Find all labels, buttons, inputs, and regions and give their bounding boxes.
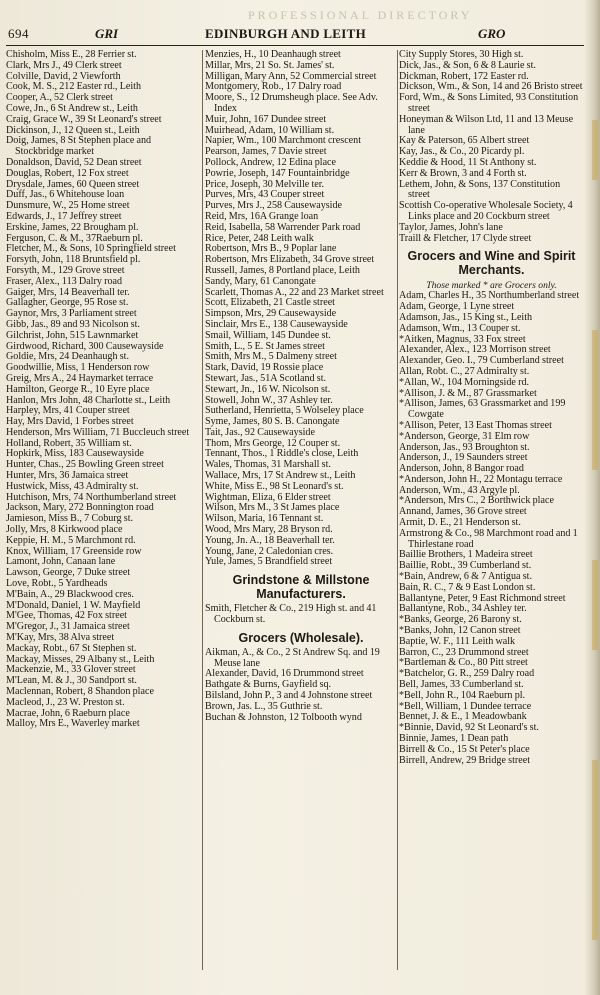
directory-entry: Powrie, Joseph, 147 Fountainbridge — [205, 167, 350, 179]
directory-entry: Baillie Brothers, 1 Madeira street — [399, 549, 533, 561]
directory-entry: Gaiger, Mrs, 14 Beaverhall ter. — [6, 286, 130, 298]
directory-entry: White, Miss E., 98 St Leonard's st. — [205, 480, 344, 492]
directory-entry: Tait, Jas., 92 Causewayside — [205, 426, 315, 438]
directory-entry: Doig, James, 8 St Stephen place and Stockbridge market — [6, 135, 152, 158]
directory-entry: Young, Jane, 2 Caledonian cres. — [205, 545, 334, 557]
directory-entry: Gaynor, Mrs, 3 Parliament street — [6, 308, 137, 320]
directory-entry: Stark, David, 19 Rossie place — [205, 362, 324, 374]
directory-entry: Girdwood, Richard, 300 Causewayside — [6, 340, 164, 352]
directory-entry: Anderson, Jas., 93 Broughton st. — [399, 441, 530, 453]
page-number: 694 — [8, 26, 29, 41]
directory-entry: Dickson, Wm., & Son, 14 and 26 Bristo street — [399, 81, 583, 93]
directory-entry: Duff, Jas., 6 Whitehouse loan — [6, 189, 125, 201]
directory-entry: Birrell, Andrew, 29 Bridge street — [399, 754, 531, 766]
directory-entry: Armstrong & Co., 98 Marchmont road and 1 Thirlestane road — [399, 527, 578, 550]
directory-entry: Pollock, Andrew, 12 Edina place — [205, 156, 337, 168]
directory-entry: Goodwillie, Miss, 1 Henderson row — [6, 362, 150, 374]
directory-entry: Alexander, Alex., 123 Morrison street — [399, 344, 551, 356]
directory-entry: Pearson, James, 7 Davie street — [205, 146, 327, 158]
directory-entry: Goldie, Mrs, 24 Deanhaugh st. — [6, 351, 129, 363]
directory-entry: Anderson, J., 19 Saunders street — [399, 452, 528, 464]
directory-entry: Gibb, Jas., 89 and 93 Nicolson st. — [6, 318, 140, 330]
directory-entry: Brown, Jas. L., 35 Guthrie st. — [205, 700, 323, 712]
directory-entry: Macrae, John, 6 Raeburn place — [6, 707, 130, 719]
directory-entry: Robertson, Mrs Elizabeth, 34 Grove street — [205, 254, 375, 266]
section-note: Those marked * are Grocers only. — [426, 280, 557, 292]
directory-entry: *Aitken, Magnus, 33 Fox street — [399, 333, 526, 345]
directory-entry: *Bain, Andrew, 6 & 7 Antigua st. — [399, 571, 532, 583]
directory-entry: Dunsmure, W., 25 Home street — [6, 200, 130, 212]
section-heading: Grocers (Wholesale). — [238, 630, 364, 645]
directory-entry: *Allison, J. & M., 87 Grassmarket — [399, 387, 537, 399]
directory-entry: Yule, James, 5 Brandfield street — [205, 556, 333, 568]
directory-entry: Greig, Mrs A., 24 Haymarket terrace — [6, 372, 154, 384]
directory-entry: Ford, Wm., & Sons Limited, 93 Constitution street — [399, 92, 579, 114]
directory-entry: Annand, James, 36 Grove street — [399, 506, 527, 518]
directory-entry: Bell, James, 33 Cumberland st. — [399, 679, 524, 691]
directory-entry: Wallace, Mrs, 17 St Andrew st., Leith — [205, 470, 356, 482]
directory-entry: Holland, Robert, 35 William st. — [6, 437, 132, 449]
directory-entry: Robertson, Mrs B., 9 Poplar lane — [205, 243, 337, 255]
directory-entry: M'Gee, Thomas, 42 Fox street — [6, 610, 127, 622]
directory-entry: Kay, Jas., & Co., 20 Picardy pl. — [399, 146, 525, 158]
directory-entry: Hay, Mrs David, 1 Forbes street — [6, 416, 134, 428]
directory-entry: Millar, Mrs, 21 So. St. James' st. — [205, 59, 335, 71]
directory-entry: Jolly, Mrs, 8 Kirkwood place — [6, 524, 123, 536]
directory-entry: Hunter, Chas., 25 Bowling Green street — [6, 459, 164, 471]
directory-entry: Malloy, Mrs E., Waverley market — [6, 718, 140, 730]
section-heading: Grocers and Wine and Spirit Merchants. — [407, 249, 576, 278]
directory-entry: Stewart, Jas., 51A Scotland st. — [205, 372, 327, 384]
directory-entry: Donaldson, David, 52 Dean street — [6, 156, 142, 168]
directory-entry: Colville, David, 2 Viewforth — [6, 70, 121, 82]
directory-entry: Cooper, A., 52 Clerk street — [6, 92, 113, 104]
directory-entry: Bain, R. C., 7 & 9 East London st. — [399, 581, 536, 593]
directory-entry: Adam, Charles H., 35 Northumberland street — [399, 290, 580, 302]
directory-entry: Rice, Peter, 248 Leith walk — [205, 232, 314, 244]
directory-entry: Barron, C., 23 Drummond street — [399, 646, 529, 658]
directory-entry: Cowe, Jn., 6 St Andrew st., Leith — [6, 102, 138, 114]
directory-entry: Jamieson, Miss B., 7 Coburg st. — [6, 513, 134, 525]
directory-entry: *Bartleman & Co., 80 Pitt street — [399, 657, 528, 669]
directory-entry: M'Donald, Daniel, 1 W. Mayfield — [6, 599, 141, 611]
directory-entry: Henderson, Mrs William, 71 Buccleuch street — [6, 426, 190, 438]
show-through-text: PROFESSIONAL DIRECTORY — [248, 8, 473, 22]
directory-entry: Mackay, Robt., 67 St Stephen st. — [6, 642, 137, 654]
directory-entry: Fraser, Alex., 113 Dalry road — [6, 275, 123, 287]
directory-entry: Muir, John, 167 Dundee street — [205, 113, 327, 125]
directory-entry: Montgomery, Rob., 17 Dalry road — [205, 81, 342, 93]
directory-entry: Erskine, James, 22 Brougham pl. — [6, 221, 139, 233]
directory-entry: Dick, Jas., & Son, 6 & 8 Laurie st. — [399, 59, 536, 71]
directory-entry: Hopkirk, Miss, 183 Causewayside — [6, 448, 144, 460]
directory-entry: *Bell, William, 1 Dundee terrace — [399, 700, 532, 712]
directory-entry: Aikman, A., & Co., 2 St Andrew Sq. and 19 Meuse lane — [205, 646, 380, 669]
directory-entry: Ballantyne, Rob., 34 Ashley ter. — [399, 603, 527, 615]
directory-entry: Mackenzie, M., 33 Glover street — [6, 664, 136, 676]
directory-entry: Bilsland, John P., 3 and 4 Johnstone street — [205, 690, 373, 702]
directory-entry: Russell, James, 8 Portland place, Leith — [205, 264, 360, 276]
directory-entry: Hustwick, Miss, 43 Admiralty st. — [6, 480, 139, 492]
directory-entry: Wilson, Mrs M., 3 St James place — [205, 502, 340, 514]
directory-entry: Baillie, Robt., 39 Cumberland st. — [399, 560, 532, 572]
directory-entry: Gallagher, George, 95 Rose st. — [6, 297, 129, 309]
directory-entry: *Allison, James, 63 Grassmarket and 199 Cowgate — [399, 398, 566, 421]
directory-entry: *Batchelor, G. R., 259 Dalry road — [399, 668, 535, 680]
directory-entry: Clark, Mrs J., 49 Clerk street — [6, 59, 122, 71]
directory-entry: Knox, William, 17 Greenside row — [6, 545, 142, 557]
page-header — [0, 0, 600, 46]
directory-entry: Kerr & Brown, 3 and 4 Forth st. — [399, 167, 527, 179]
directory-entry: *Anderson, Mrs C., 2 Borthwick place — [399, 495, 554, 507]
directory-entry: Reid, Isabella, 58 Warrender Park road — [205, 221, 361, 233]
directory-entry: *Banks, George, 26 Barony st. — [399, 614, 522, 626]
directory-entry: Reid, Mrs, 16A Grange loan — [205, 210, 319, 222]
directory-entry: Hamilton, George R., 10 Eyre place — [6, 383, 150, 395]
column-3 — [399, 50, 584, 766]
directory-entry: Keppie, H. M., 5 Marchmont rd. — [6, 534, 136, 546]
directory-entry: Macleod, J., 23 W. Preston st. — [6, 696, 125, 708]
directory-entry: M'Gregor, J., 31 Jamaica street — [6, 621, 130, 633]
directory-entry: Keddie & Hood, 11 St Anthony st. — [399, 156, 537, 168]
directory-entry: Purves, Mrs J., 258 Causewayside — [205, 200, 343, 212]
directory-entry: Milligan, Mary Ann, 52 Commercial street — [205, 70, 377, 82]
page-title: EDINBURGH AND LEITH — [205, 26, 367, 41]
directory-entry: Bathgate & Burns, Gayfield sq. — [205, 679, 332, 691]
directory-entry: Cook, M. S., 212 Easter rd., Leith — [6, 81, 142, 93]
column-2 — [205, 50, 397, 723]
directory-entry: Alexander, David, 16 Drummond street — [205, 668, 364, 680]
directory-entry: Lawson, George, 7 Duke street — [6, 567, 131, 579]
directory-entry: *Anderson, John H., 22 Montagu terrace — [399, 473, 563, 485]
directory-entry: Craig, Grace W., 39 St Leonard's street — [6, 113, 162, 125]
directory-entry: Hanlon, Mrs John, 48 Charlotte st., Leith — [6, 394, 171, 406]
directory-entry: Jackson, Mary, 272 Bonnington road — [6, 502, 154, 514]
directory-entry: Wood, Mrs Mary, 28 Bryson rd. — [205, 524, 333, 536]
directory-entry: Edwards, J., 17 Jeffrey street — [6, 210, 122, 222]
directory-entry: Adam, George, 1 Lyne street — [399, 301, 515, 313]
directory-entry: Armit, D. E., 21 Henderson st. — [399, 517, 521, 529]
right-catchword: GRO — [478, 26, 506, 41]
directory-entry: Sinclair, Mrs E., 138 Causewayside — [205, 318, 348, 330]
directory-entry: Sandy, Mary, 61 Canongate — [205, 275, 316, 287]
directory-entry: Lamont, John, Canaan lane — [6, 556, 116, 568]
left-catchword: GRI — [95, 26, 119, 41]
directory-entry: Forsyth, John, 118 Bruntsfield pl. — [6, 254, 141, 266]
directory-entry: Scott, Elizabeth, 21 Castle street — [205, 297, 335, 309]
directory-entry: Ballantyne, Peter, 9 East Richmond street — [399, 592, 566, 604]
directory-entry: Simpson, Mrs, 29 Causewayside — [205, 308, 337, 320]
directory-entry: Smith, L., 5 E. St James street — [205, 340, 325, 352]
directory-entry: Smail, William, 145 Dundee st. — [205, 329, 331, 341]
directory-entry: Lethem, John, & Sons, 137 Constitution street — [399, 178, 561, 201]
directory-entry: City Supply Stores, 30 High st. — [399, 50, 524, 60]
directory-entry: Scarlett, Thomas A., 22 and 23 Market street — [205, 286, 384, 298]
directory-entry: Buchan & Johnston, 12 Tolbooth wynd — [205, 711, 362, 723]
directory-entry: Honeyman & Wilson Ltd, 11 and 13 Meuse lane — [399, 113, 574, 136]
directory-entry: Taylor, James, John's lane — [399, 221, 503, 233]
directory-entry: Ferguson, C. & M., 37Raeburn pl. — [6, 232, 143, 244]
directory-entry: *Binnie, David, 92 St Leonard's st. — [399, 722, 539, 734]
directory-entry: Douglas, Robert, 12 Fox street — [6, 167, 129, 179]
page-edge-shading — [584, 0, 600, 995]
directory-entry: Love, Robt., 5 Yardheads — [6, 578, 108, 590]
directory-entry: Allan, Robt. C., 27 Admiralty st. — [399, 365, 530, 377]
directory-entry: Tennant, Thos., 1 Riddle's close, Leith — [205, 448, 359, 460]
directory-entry: Muirhead, Adam, 10 William st. — [205, 124, 335, 136]
directory-entry: Chisholm, Miss E., 28 Ferrier st. — [6, 50, 137, 60]
directory-entry: Adamson, Jas., 15 King st., Leith — [399, 311, 533, 323]
directory-entry: Maclennan, Robert, 8 Shandon place — [6, 686, 154, 698]
directory-entry: Price, Joseph, 30 Melville ter. — [205, 178, 325, 190]
directory-entry: Young, Jn. A., 18 Beaverhall ter. — [205, 534, 335, 546]
directory-entry: Bennet, J. & E., 1 Meadowbank — [399, 711, 527, 723]
section-heading: Grindstone & Millstone Manufacturers. — [232, 573, 370, 602]
directory-entry: *Bell, John R., 104 Raeburn pl. — [399, 689, 526, 701]
directory-entry: *Allison, Peter, 13 East Thomas street — [399, 419, 552, 431]
directory-entry: Wightman, Eliza, 6 Elder street — [205, 491, 331, 503]
directory-entry: Menzies, H., 10 Deanhaugh street — [205, 50, 341, 60]
directory-entry: Anderson, John, 8 Bangor road — [399, 463, 524, 475]
directory-entry: Sutherland, Henrietta, 5 Wolseley place — [205, 405, 364, 417]
directory-entry: Alexander, Geo. I., 79 Cumberland street — [399, 355, 564, 367]
directory-entry: Wales, Thomas, 31 Marshall st. — [205, 459, 331, 471]
directory-entry: M'Bain, A., 29 Blackwood cres. — [6, 588, 134, 600]
directory-entry: Anderson, Wm., 43 Argyle pl. — [399, 484, 520, 496]
header-rule — [6, 45, 584, 46]
directory-entry: Baptie, W. F., 111 Leith walk — [399, 635, 516, 647]
directory-entry: Moore, S., 12 Drumsheugh place. See Adv. Index — [205, 92, 378, 114]
directory-entry: *Allan, W., 104 Morningside rd. — [399, 376, 530, 388]
directory-entry: Smith, Mrs M., 5 Dalmeny street — [205, 351, 337, 363]
directory-entry: Wilson, Maria, 16 Tennant st. — [205, 513, 324, 525]
directory-entry: Gilchrist, John, 515 Lawnmarket — [6, 329, 139, 341]
directory-entry: Kay & Paterson, 65 Albert street — [399, 135, 530, 147]
directory-entry: Dickman, Robert, 172 Easter rd. — [399, 70, 529, 82]
directory-entry: Binnie, James, 1 Dean path — [399, 733, 509, 745]
directory-entry: Scottish Co-operative Wholesale Society, 4 Links place and 20 Cockburn street — [399, 200, 573, 222]
directory-entry: Harpley, Mrs, 41 Couper street — [6, 405, 130, 417]
directory-entry: *Anderson, George, 31 Elm row — [399, 430, 530, 442]
directory-entry: Stewart, Jn., 16 W. Nicolson st. — [205, 383, 331, 395]
directory-entry: Hutchison, Mrs, 74 Northumberland street — [6, 491, 177, 503]
directory-entry: Napier, Wm., 100 Marchmont crescent — [205, 135, 362, 147]
directory-entry: Birrell & Co., 15 St Peter's place — [399, 743, 530, 755]
directory-entry: Dickinson, J., 12 Queen st., Leith — [6, 124, 140, 136]
directory-entry: Drysdale, James, 60 Queen street — [6, 178, 140, 190]
directory-entry: Traill & Fletcher, 17 Clyde street — [399, 232, 532, 244]
directory-entry: Smith, Fletcher & Co., 219 High st. and 41 Cockburn st. — [205, 603, 377, 626]
directory-entry: Hunter, Mrs, 36 Jamaica street — [6, 470, 129, 482]
directory-entry: M'Kay, Mrs, 38 Alva street — [6, 632, 115, 644]
directory-entry: Mackay, Misses, 29 Albany st., Leith — [6, 653, 155, 665]
column-1 — [6, 50, 199, 730]
directory-entry: Forsyth, M., 129 Grove street — [6, 264, 125, 276]
directory-entry: Fletcher, M., & Sons, 10 Springfield street — [6, 243, 176, 255]
directory-entry: Purves, Mrs, 43 Couper street — [205, 189, 325, 201]
directory-entry: Thom, Mrs George, 12 Couper st. — [205, 437, 341, 449]
column-divider — [397, 50, 398, 970]
directory-entry: Syme, James, 80 S. B. Canongate — [205, 416, 340, 428]
directory-entry: Stowell, John W., 37 Ashley ter. — [205, 394, 333, 406]
directory-entry: *Banks, John, 12 Canon street — [399, 625, 521, 637]
column-divider — [202, 50, 203, 970]
directory-entry: Adamson, Wm., 13 Couper st. — [399, 322, 521, 334]
directory-entry: M'Lean, M. & J., 30 Sandport st. — [6, 675, 137, 687]
